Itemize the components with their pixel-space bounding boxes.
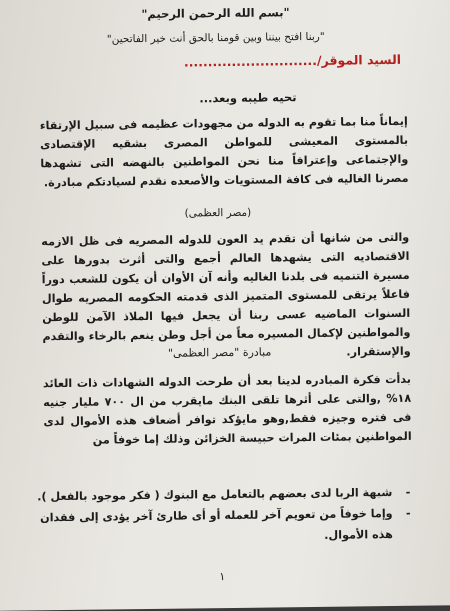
salutation-label: السيد الموقر/ (316, 51, 402, 68)
list-item (32, 503, 412, 550)
bullet-list (32, 482, 413, 550)
section1-title: (مصر العظمى) (184, 206, 252, 220)
bullet-text: شبهة الربا لدى بعضهم بالتعامل مع البنوك ( فكر موجود بالفعل ). (37, 486, 393, 504)
section2-paragraph: بدأت فكرة المبادره لدينا بعد أن طرحت الدوله الشهادات ذات العائد ١٨% ,والتى على أثرها تلقى البنك مايقرب من ال ٧٠٠ مليار جنيه فى فتره وجيزه فقط,وهو مايؤكد توافر أضعاف هذه الأموال لدى المواطنين بمئات المرات حبيسة الخزائن وذلك إما خوفاً من (42, 372, 412, 447)
bullet-marker: - (405, 485, 411, 499)
section2-title: مبادرة "مصر العظمى" (167, 345, 272, 360)
salutation (184, 52, 401, 70)
greeting: تحيه طيبه وبعد... (199, 90, 297, 106)
intro-paragraph: إيماناً منا بما تقوم به الدوله من مجهودات عظيمه فى سبيل الإرتقاء بالمستوى المعيشى للمواطن المصرى بشقيه الإقتصادى والإجتماعى وإعترافاً منا نحن المواطنين بالنهضه التى تشهدها مصرنا الغاليه فى كافة المستويات والأصعده نقدم لسيادتكم مبادرة. (39, 114, 409, 190)
dua-quote: "ربنا افتح بيننا وبين قومنا بالحق أنت خير الفاتحين" (106, 30, 325, 46)
section1-paragraph: والتى من شانها أن تقدم يد العون للدوله المصريه فى ظل الازمه الاقتصاديه التى يشهدها العالم أجمع والتى أثرت بدورها على مسيرة التنميه فى بلدنا الغاليه وأنه آن الأوان أن يكون للشعب دوراً فاعلاً يرتقى للمستوى المتميز الذى قدمته الحكومه المصريه طوال السنوات الماضيه عسى ربنا أن يجعل فيها الملاذ الآمن للوطن والمواطنين لإكمال المسيره معاً من أجل وطن ينعم بالرخاء والتقدم والإستقرار. (41, 230, 411, 359)
bullet-text: وإما خوفاً من تعويم آخر للعمله أو أى طارئ آخر يؤدى إلى فقدان هذه الأموال. (40, 507, 393, 542)
salutation-dots: ............................ (183, 52, 318, 70)
bullet-marker: - (405, 506, 411, 520)
basmala: "بسم الله الرحمن الرحيم" (141, 5, 290, 22)
page-number: ١ (219, 570, 226, 584)
